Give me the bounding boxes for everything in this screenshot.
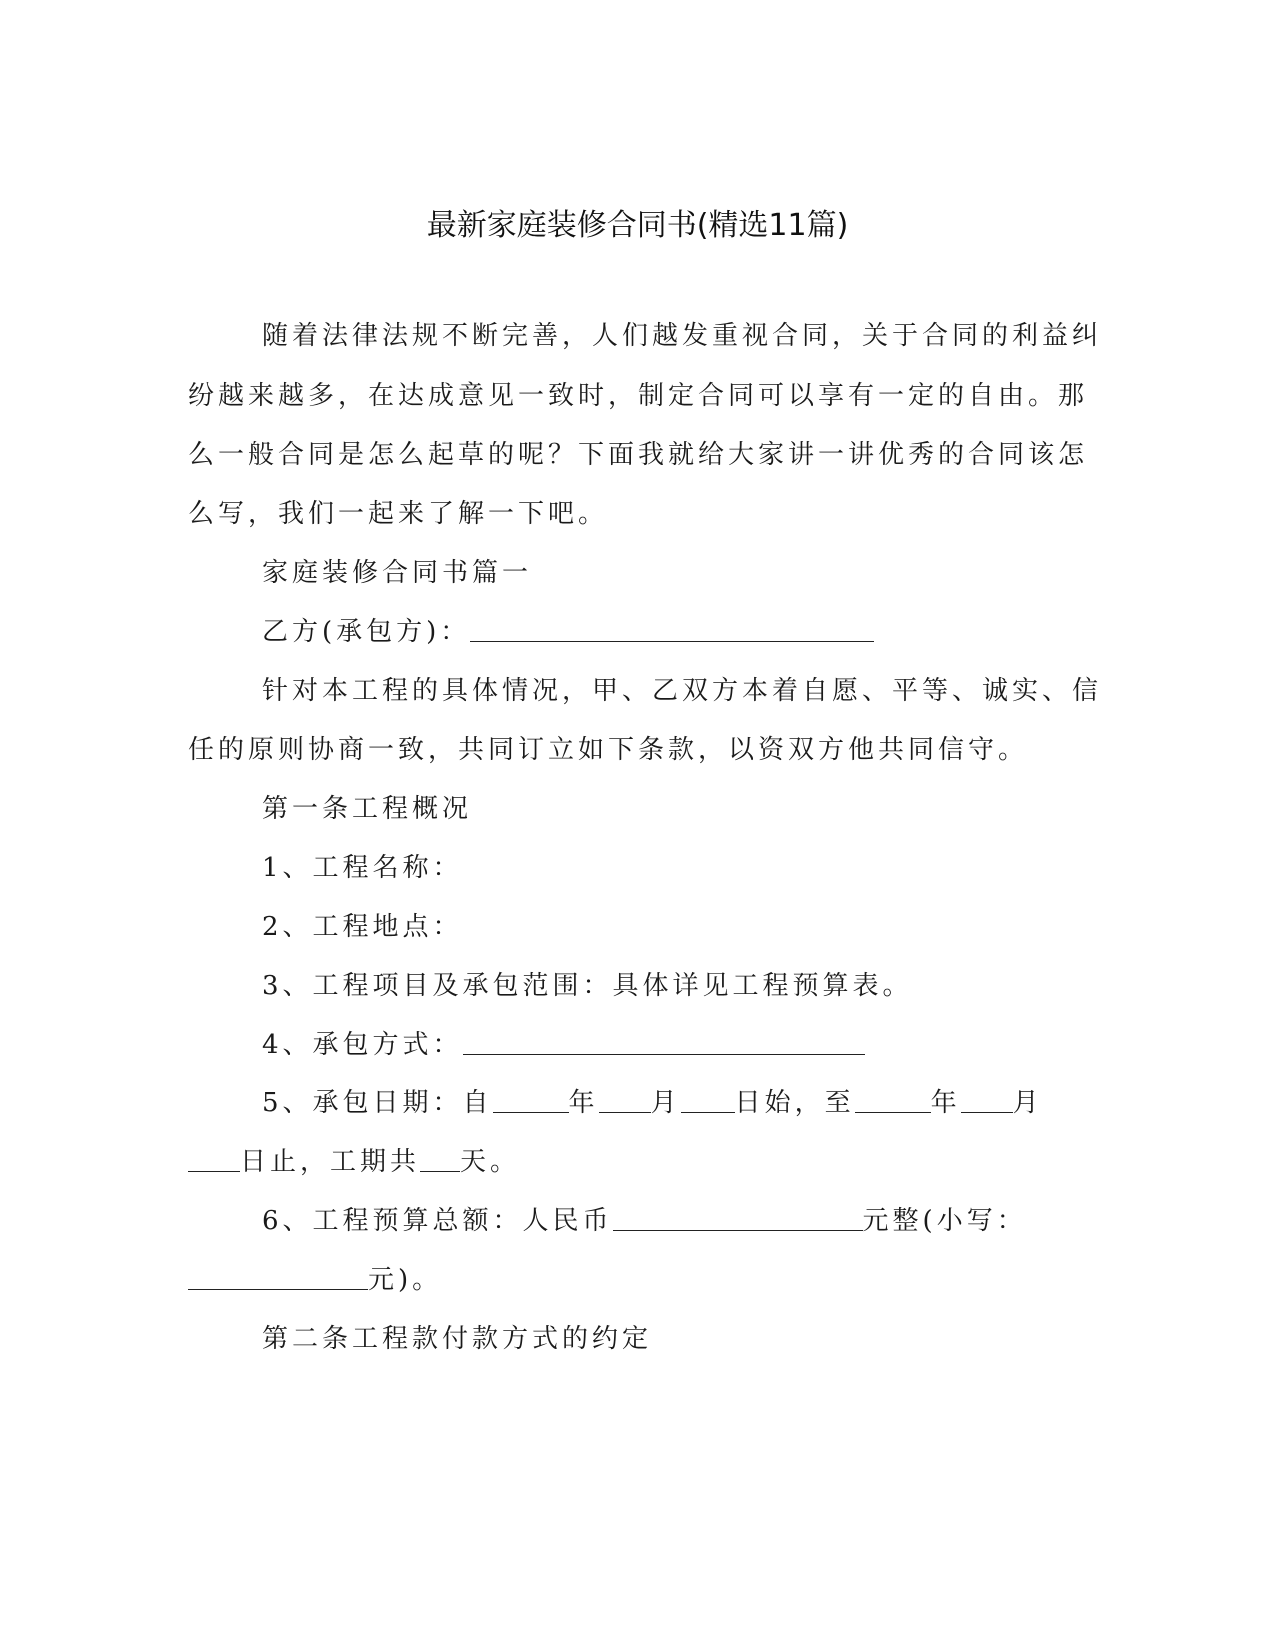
intro-line-2: 纷越来越多，在达成意见一致时，制定合同可以享有一定的自由。那	[188, 381, 1089, 411]
party-b-blank	[470, 615, 874, 642]
day-label-1: 日始，至	[734, 1088, 855, 1118]
item-3: 3、工程项目及承包范围：具体详见工程预算表。	[262, 971, 913, 1001]
item-2: 2、工程地点：	[262, 912, 463, 942]
item-5-label: 5、承包日期：自	[262, 1088, 493, 1118]
year-blank-2	[855, 1086, 931, 1113]
year-blank-1	[493, 1086, 569, 1113]
item-1: 1、工程名称：	[262, 853, 463, 883]
section-title: 家庭装修合同书篇一	[262, 558, 533, 588]
day-blank-2	[188, 1145, 240, 1172]
month-blank-2	[961, 1086, 1013, 1113]
intro-line-3: 么一般合同是怎么起草的呢？下面我就给大家讲一讲优秀的合同该怎	[188, 440, 1089, 470]
month-label-2: 月	[1012, 1088, 1043, 1118]
days-blank	[420, 1145, 460, 1172]
amount-words-blank	[613, 1204, 863, 1231]
item-4-blank	[463, 1028, 865, 1055]
party-b-label: 乙方(承包方)：	[262, 617, 471, 647]
amount-number-blank	[188, 1263, 368, 1290]
item-6-yuan-label: 元)。	[368, 1265, 443, 1295]
item-4	[262, 1015, 1142, 1075]
item-6-line-2	[188, 1250, 1068, 1310]
day-blank-1	[681, 1086, 735, 1113]
party-b-line	[262, 602, 1142, 662]
item-5-line-1	[262, 1073, 1142, 1133]
item-4-label: 4、承包方式：	[262, 1030, 463, 1060]
document-title: 最新家庭装修合同书(精选11篇)	[426, 208, 849, 243]
article-2-heading: 第二条工程款付款方式的约定	[262, 1324, 653, 1354]
item-6-lowercase-label: 元整(小写：	[862, 1206, 1027, 1236]
item-6-line-1	[262, 1191, 1142, 1251]
item-6-label: 6、工程预算总额：人民币	[262, 1206, 613, 1236]
month-label-1: 月	[650, 1088, 681, 1118]
day-label-2: 日止，工期共	[240, 1147, 421, 1177]
item-5-line-2	[188, 1132, 1068, 1192]
year-label-1: 年	[568, 1088, 599, 1118]
intro-line-1: 随着法律法规不断完善，人们越发重视合同，关于合同的利益纠	[262, 321, 1103, 351]
article-1-heading: 第一条工程概况	[262, 794, 473, 824]
days-label: 天。	[460, 1147, 521, 1177]
principle-line-2: 任的原则协商一致，共同订立如下条款，以资双方他共同信守。	[188, 735, 1029, 765]
intro-line-4: 么写，我们一起来了解一下吧。	[188, 499, 609, 529]
month-blank-1	[599, 1086, 651, 1113]
year-label-2: 年	[930, 1088, 961, 1118]
principle-line-1: 针对本工程的具体情况，甲、乙双方本着自愿、平等、诚实、信	[262, 676, 1103, 706]
